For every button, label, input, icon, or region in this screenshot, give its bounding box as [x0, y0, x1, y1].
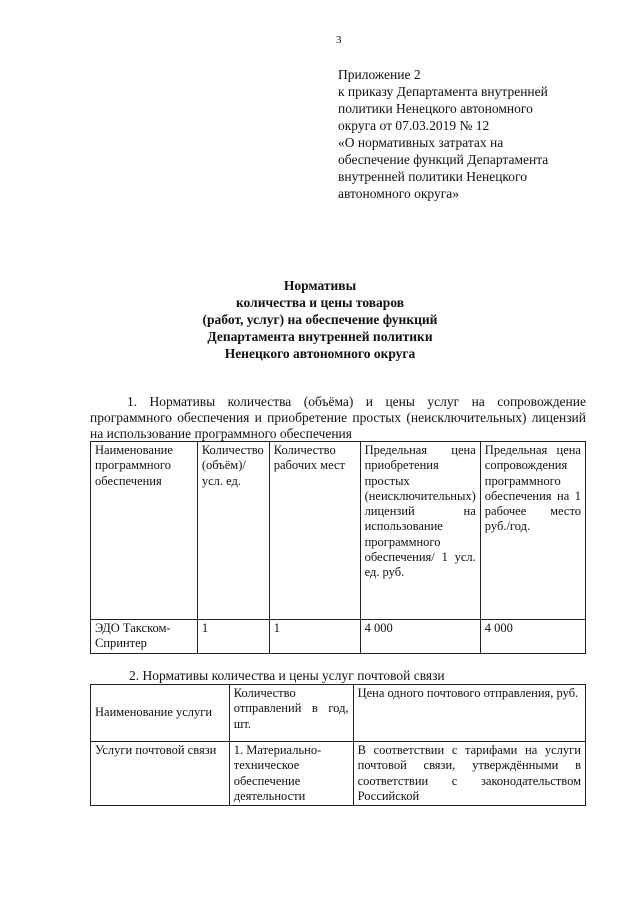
- column-header: Цена одного почтового отправления, руб.: [353, 685, 585, 742]
- column-header: Количество рабочих мест: [269, 442, 360, 620]
- table-cell: 4 000: [480, 620, 585, 654]
- appendix-line: автономного округа»: [338, 186, 459, 201]
- title-line: Департамента внутренней политики: [207, 329, 433, 344]
- column-header: Предельная цена приобретения простых (неисключительных) лицензий на использование программного обеспечения/ 1 усл. ед. руб.: [360, 442, 480, 620]
- document-title: [0, 277, 640, 362]
- section1-heading: [90, 394, 586, 442]
- column-header: Количество отправлений в год, шт.: [229, 685, 353, 742]
- table-cell: Услуги почтовой связи: [91, 742, 230, 806]
- column-header: Предельная цена сопровождения программного обеспечения на 1 рабочее место руб./год.: [480, 442, 585, 620]
- table-row: [91, 742, 586, 806]
- table-cell: 1: [197, 620, 269, 654]
- postal-norms-table: [90, 684, 586, 806]
- appendix-line: внутренней политики Ненецкого: [338, 169, 527, 184]
- title-line: Ненецкого автономного округа: [224, 346, 416, 361]
- appendix-line: «О нормативных затратах на: [338, 135, 504, 150]
- appendix-line: обеспечение функций Департамента: [338, 152, 549, 167]
- appendix-line: Приложение 2: [338, 67, 421, 82]
- title-line: Нормативы: [283, 278, 357, 293]
- table-header-row: [91, 442, 586, 620]
- title-line: количества и цены товаров: [235, 295, 405, 310]
- table-cell: 1: [269, 620, 360, 654]
- table-cell: ЭДО Такском-Спринтер: [91, 620, 198, 654]
- page-number: 3: [336, 34, 342, 46]
- table-row: [91, 620, 586, 654]
- appendix-line: к приказу Департамента внутренней: [338, 84, 548, 99]
- appendix-line: политики Ненецкого автономного: [338, 101, 533, 116]
- title-line: (работ, услуг) на обеспечение функций: [202, 312, 438, 327]
- section2-heading: 2. Нормативы количества и цены услуг почтовой связи: [129, 668, 445, 683]
- table-cell: В соответствии с тарифами на услуги почтовой связи, утверждёнными в соответствии с законодательством Российской: [353, 742, 585, 806]
- column-header: Количество (объём)/ усл. ед.: [197, 442, 269, 620]
- software-norms-table: [90, 441, 586, 654]
- appendix-header: [338, 66, 598, 202]
- table-cell: 1. Материально-техническое обеспечение деятельности: [229, 742, 353, 806]
- table-header-row: [91, 685, 586, 742]
- column-header: Наименование программного обеспечения: [91, 442, 198, 620]
- appendix-line: округа от 07.03.2019 № 12: [338, 118, 490, 133]
- section1-text: 1. Нормативы количества (объёма) и цены услуг на сопровождение программного обеспечения и приобретение простых (неисключительных) лицензий на использование программного обеспечения: [90, 394, 586, 441]
- column-header: Наименование услуги: [91, 685, 230, 742]
- table-cell: 4 000: [360, 620, 480, 654]
